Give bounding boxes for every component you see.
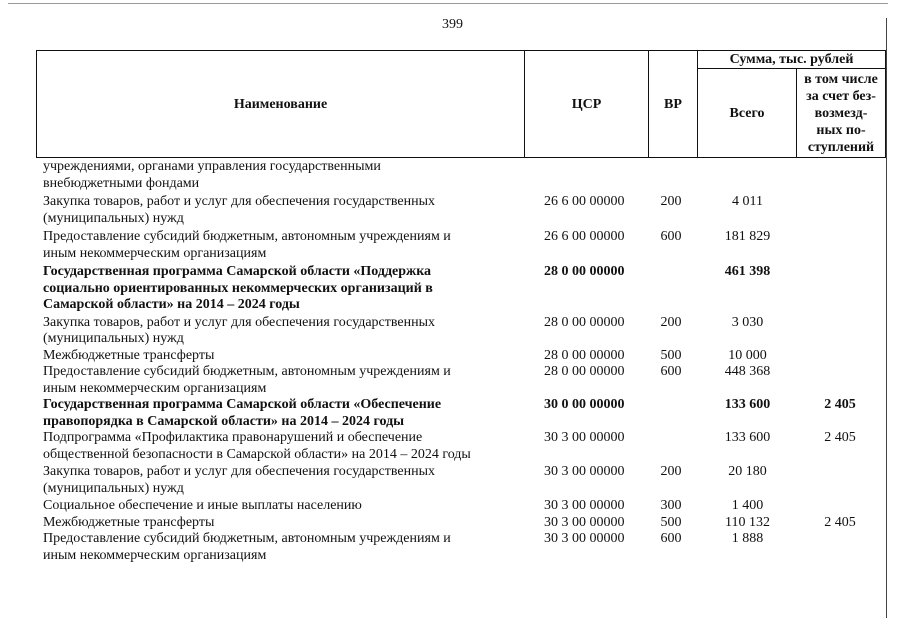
- row-name-line: Подпрограмма «Профилактика правонарушений и обеспечение: [43, 430, 423, 445]
- row-name-line: общественной безопасности в Самарской области» на 2014 – 2024 годы: [43, 446, 471, 462]
- row-name-line: Социальное обеспечение и иные выплаты населению: [43, 498, 362, 513]
- row-vr: 600: [660, 364, 682, 379]
- row-total: 10 000: [728, 347, 767, 363]
- row-csr: 30 3 00 00000: [544, 430, 625, 445]
- table-row: [0, 430, 905, 463]
- row-csr: 30 3 00 00000: [544, 464, 625, 479]
- row-name: [43, 159, 518, 192]
- header-sum: Сумма, тыс. рублей: [698, 51, 886, 69]
- row-total: 4 011: [732, 194, 763, 209]
- row-total: 3 030: [731, 314, 764, 330]
- row-csr: 30 0 00 00000: [544, 397, 625, 412]
- row-name-line: учреждениями, органами управления государственными: [43, 159, 381, 174]
- row-total: 110 132: [725, 514, 770, 530]
- row-name-line: Закупка товаров, работ и услуг для обеспечения государственных: [43, 314, 436, 330]
- row-csr: 30 3 00 00000: [544, 498, 625, 513]
- table-row: [0, 531, 905, 564]
- row-csr: 26 6 00 00000: [544, 194, 625, 209]
- header-grants-line: в том числе: [804, 72, 878, 87]
- row-name-line: Межбюджетные трансферты: [43, 347, 215, 363]
- scan-edge-line: [8, 3, 888, 4]
- row-vr: 500: [660, 514, 682, 530]
- row-name-line: Закупка товаров, работ и услуг для обеспечения государственных: [43, 194, 436, 209]
- row-csr: 28 0 00 00000: [544, 347, 625, 363]
- row-vr: 200: [660, 464, 682, 479]
- page-number: 399: [442, 17, 463, 32]
- row-name: [43, 397, 518, 430]
- row-total: 133 600: [724, 430, 771, 445]
- header-grants-line: за счет без-: [806, 89, 876, 104]
- row-csr: 30 3 00 00000: [544, 514, 625, 530]
- row-name: [43, 364, 518, 397]
- table-row: [0, 397, 905, 430]
- header-total: Всего: [698, 69, 797, 158]
- row-name-line: (муниципальных) нужд: [43, 331, 184, 346]
- row-name-line: Предоставление субсидий бюджетным, автономным учреждениям и: [43, 364, 451, 379]
- table-row: [0, 229, 905, 262]
- row-total: 461 398: [724, 264, 771, 279]
- header-grants: [797, 69, 886, 158]
- row-name: [43, 348, 518, 365]
- row-name: [43, 229, 518, 262]
- row-name-line: социально ориентированных некоммерческих организаций в: [43, 280, 433, 296]
- row-csr: 28 0 00 00000: [544, 264, 625, 279]
- row-name: [43, 515, 518, 532]
- row-name-line: иным некоммерческим организациям: [43, 380, 267, 396]
- row-vr: 300: [660, 498, 682, 513]
- row-vr: 600: [660, 229, 682, 244]
- row-name-line: Государственная программа Самарской области «Обеспечение: [43, 397, 442, 412]
- row-name: [43, 315, 518, 348]
- row-name: [43, 264, 518, 314]
- row-csr: 26 6 00 00000: [544, 229, 625, 244]
- row-grants: 2 405: [824, 430, 856, 445]
- table-row: [0, 498, 905, 515]
- row-name-line: Государственная программа Самарской области «Поддержка: [43, 264, 432, 279]
- row-name-line: внебюджетными фондами: [43, 175, 200, 191]
- row-csr: 28 0 00 00000: [544, 314, 625, 330]
- table-row: [0, 159, 905, 192]
- row-name-line: иным некоммерческим организациям: [43, 547, 267, 563]
- row-grants: 2 405: [824, 514, 856, 530]
- table-row: [0, 348, 905, 365]
- table-row: [0, 264, 905, 314]
- table-row: [0, 194, 905, 227]
- row-vr: 200: [660, 314, 682, 330]
- row-total: 448 368: [724, 364, 771, 379]
- row-name-line: правопорядка в Самарской области» на 2014 – 2024 годы: [43, 413, 405, 429]
- row-name-line: иным некоммерческим организациям: [43, 245, 267, 261]
- row-name-line: (муниципальных) нужд: [43, 480, 184, 496]
- row-name-line: Самарской области» на 2014 – 2024 годы: [43, 297, 300, 312]
- row-vr: 500: [660, 347, 682, 363]
- header-grants-line: ных по-: [816, 123, 866, 138]
- row-name-line: Межбюджетные трансферты: [43, 514, 215, 530]
- row-name: [43, 498, 518, 515]
- header-csr: ЦСР: [525, 51, 649, 158]
- row-name-line: Предоставление субсидий бюджетным, автономным учреждениям и: [43, 531, 451, 546]
- table-row: [0, 364, 905, 397]
- row-total: 1 888: [731, 531, 764, 546]
- row-total: 133 600: [724, 397, 771, 412]
- row-total: 181 829: [724, 229, 771, 244]
- row-grants: 2 405: [824, 397, 856, 412]
- header-grants-line: возмезд-: [814, 106, 868, 121]
- table-body: [0, 159, 905, 564]
- row-csr: 28 0 00 00000: [544, 364, 625, 379]
- row-name: [43, 464, 518, 497]
- row-name-line: Закупка товаров, работ и услуг для обеспечения государственных: [43, 464, 436, 479]
- header-grants-line: ступлений: [807, 140, 875, 155]
- row-total: 20 180: [728, 464, 767, 479]
- table-row: [0, 515, 905, 532]
- row-name-line: (муниципальных) нужд: [43, 210, 184, 226]
- header-vr: ВР: [649, 51, 698, 158]
- row-vr: 200: [660, 194, 682, 209]
- row-name-line: Предоставление субсидий бюджетным, автономным учреждениям и: [43, 229, 451, 244]
- table-row: [0, 315, 905, 348]
- row-total: 1 400: [731, 498, 764, 513]
- table-header: [36, 50, 886, 158]
- table-row: [0, 464, 905, 497]
- row-vr: 600: [660, 531, 682, 546]
- row-name: [43, 531, 518, 564]
- row-name: [43, 194, 518, 227]
- row-csr: 30 3 00 00000: [544, 531, 625, 546]
- row-name: [43, 430, 518, 463]
- header-name: Наименование: [37, 51, 525, 158]
